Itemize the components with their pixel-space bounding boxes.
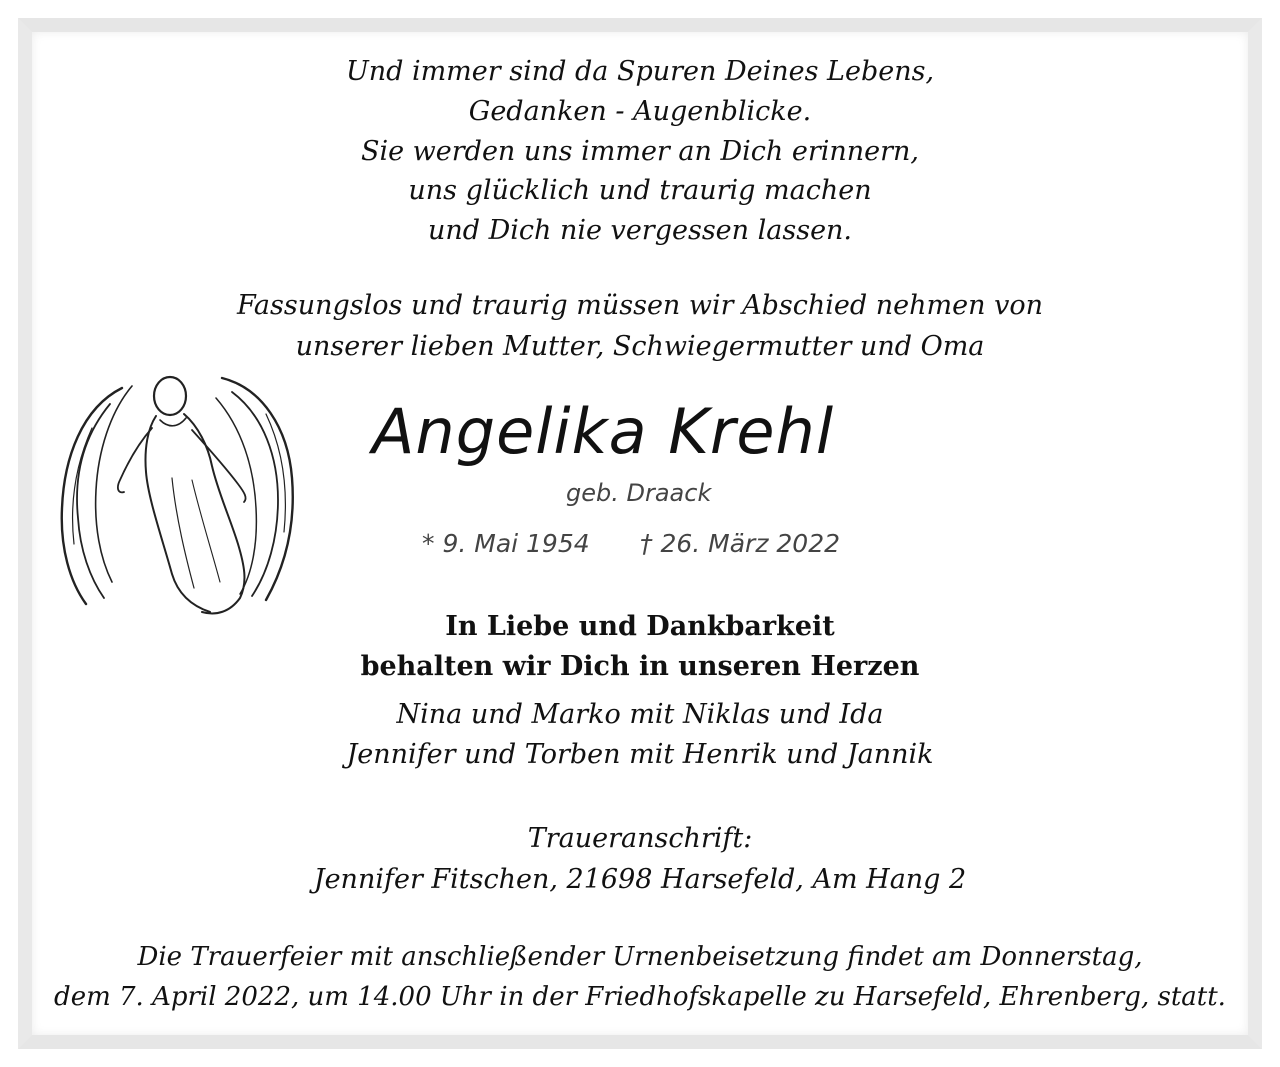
family-line-2: Jennifer und Torben mit Henrik und Jannik <box>346 739 934 770</box>
intro-line-2: unserer lieben Mutter, Schwiegermutter und Oma <box>295 331 985 362</box>
dedication-line-1: In Liebe und Dankbarkeit <box>445 611 835 642</box>
address-value: Jennifer Fitschen, 21698 Harsefeld, Am Hang 2 <box>313 864 967 895</box>
birth-date: * 9. Mai 1954 <box>422 529 590 558</box>
death-date: † 26. März 2022 <box>640 529 841 558</box>
poem-line-2: Gedanken - Augenblicke. <box>468 96 812 127</box>
family-line-1: Nina und Marko mit Niklas und Ida <box>396 699 884 730</box>
address-label: Traueranschrift: <box>527 823 753 854</box>
birth-name: geb. Draack <box>566 479 712 507</box>
deceased-name: Angelika Krehl <box>372 395 835 468</box>
poem-line-1: Und immer sind da Spuren Deines Lebens, <box>345 56 935 87</box>
poem-line-4: uns glücklich und traurig machen <box>408 175 872 206</box>
poem-line-3: Sie werden uns immer an Dich erinnern, <box>360 136 920 167</box>
service-line-1: Die Trauerfeier mit anschließender Urnenbeisetzung findet am Donnerstag, <box>137 942 1143 972</box>
dedication-line-2: behalten wir Dich in unseren Herzen <box>360 651 920 682</box>
service-line-2: dem 7. April 2022, um 14.00 Uhr in der Friedhofskapelle zu Harsefeld, Ehrenberg, statt. <box>54 982 1226 1012</box>
poem-line-5: und Dich nie vergessen lassen. <box>427 215 853 246</box>
angel-sketch-icon <box>52 368 306 624</box>
intro-line-1: Fassungslos und traurig müssen wir Abschied nehmen von <box>237 290 1043 321</box>
